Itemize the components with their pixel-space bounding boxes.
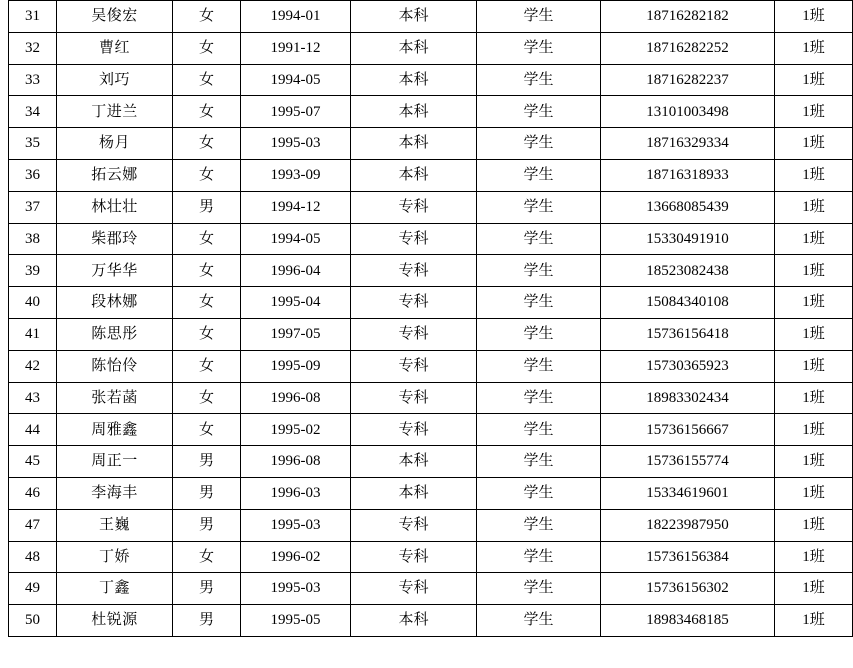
cell-birth: 1996-08 [241,446,351,478]
cell-class: 1班 [775,191,853,223]
cell-birth: 1994-12 [241,191,351,223]
cell-phone: 15084340108 [601,287,775,319]
cell-birth: 1994-05 [241,223,351,255]
cell-class: 1班 [775,318,853,350]
cell-class: 1班 [775,541,853,573]
cell-name: 陈怡伶 [57,350,173,382]
cell-gender: 男 [173,509,241,541]
cell-index: 41 [9,318,57,350]
cell-class: 1班 [775,509,853,541]
table-row [9,159,853,191]
cell-name: 丁鑫 [57,573,173,605]
cell-status: 学生 [477,128,601,160]
cell-phone: 18223987950 [601,509,775,541]
table-row [9,318,853,350]
cell-birth: 1995-04 [241,287,351,319]
cell-class: 1班 [775,64,853,96]
cell-class: 1班 [775,382,853,414]
table-row [9,96,853,128]
cell-name: 丁娇 [57,541,173,573]
cell-birth: 1995-03 [241,128,351,160]
cell-status: 学生 [477,287,601,319]
cell-gender: 女 [173,541,241,573]
cell-education: 本科 [351,1,477,33]
cell-index: 35 [9,128,57,160]
cell-birth: 1995-07 [241,96,351,128]
cell-education: 本科 [351,128,477,160]
cell-index: 36 [9,159,57,191]
cell-birth: 1995-02 [241,414,351,446]
cell-name: 丁进兰 [57,96,173,128]
cell-index: 39 [9,255,57,287]
cell-gender: 女 [173,1,241,33]
cell-gender: 女 [173,64,241,96]
table-row [9,446,853,478]
cell-index: 46 [9,477,57,509]
cell-gender: 男 [173,446,241,478]
cell-name: 万华华 [57,255,173,287]
cell-education: 本科 [351,446,477,478]
cell-status: 学生 [477,414,601,446]
cell-phone: 15736156384 [601,541,775,573]
cell-birth: 1996-04 [241,255,351,287]
cell-status: 学生 [477,32,601,64]
cell-name: 王巍 [57,509,173,541]
cell-index: 38 [9,223,57,255]
table-row [9,509,853,541]
cell-name: 陈思彤 [57,318,173,350]
cell-class: 1班 [775,159,853,191]
cell-status: 学生 [477,255,601,287]
table-row [9,350,853,382]
cell-education: 专科 [351,509,477,541]
cell-name: 拓云娜 [57,159,173,191]
cell-name: 吴俊宏 [57,1,173,33]
cell-name: 周正一 [57,446,173,478]
cell-phone: 18716282252 [601,32,775,64]
cell-class: 1班 [775,287,853,319]
cell-class: 1班 [775,446,853,478]
cell-birth: 1996-02 [241,541,351,573]
cell-birth: 1994-01 [241,1,351,33]
cell-status: 学生 [477,541,601,573]
cell-gender: 女 [173,414,241,446]
cell-status: 学生 [477,1,601,33]
cell-birth: 1995-03 [241,509,351,541]
cell-birth: 1991-12 [241,32,351,64]
cell-education: 专科 [351,223,477,255]
cell-education: 专科 [351,255,477,287]
table-row [9,32,853,64]
table-row [9,541,853,573]
cell-name: 曹红 [57,32,173,64]
cell-phone: 15736156302 [601,573,775,605]
cell-phone: 13668085439 [601,191,775,223]
cell-gender: 男 [173,573,241,605]
cell-status: 学生 [477,509,601,541]
cell-index: 42 [9,350,57,382]
cell-education: 专科 [351,573,477,605]
cell-index: 45 [9,446,57,478]
cell-education: 专科 [351,350,477,382]
table-row [9,1,853,33]
cell-phone: 13101003498 [601,96,775,128]
cell-status: 学生 [477,350,601,382]
cell-gender: 女 [173,350,241,382]
cell-phone: 15730365923 [601,350,775,382]
cell-gender: 女 [173,223,241,255]
cell-birth: 1993-09 [241,159,351,191]
cell-phone: 15736156667 [601,414,775,446]
cell-class: 1班 [775,605,853,637]
cell-gender: 女 [173,128,241,160]
cell-name: 杨月 [57,128,173,160]
cell-index: 32 [9,32,57,64]
cell-name: 周雅鑫 [57,414,173,446]
cell-name: 林壮壮 [57,191,173,223]
table-row [9,287,853,319]
cell-status: 学生 [477,573,601,605]
table-row [9,605,853,637]
cell-birth: 1996-03 [241,477,351,509]
cell-class: 1班 [775,573,853,605]
cell-phone: 15334619601 [601,477,775,509]
cell-phone: 18983468185 [601,605,775,637]
cell-birth: 1996-08 [241,382,351,414]
cell-education: 本科 [351,32,477,64]
cell-name: 柴郡玲 [57,223,173,255]
table-row [9,573,853,605]
cell-education: 本科 [351,159,477,191]
table-row [9,128,853,160]
cell-class: 1班 [775,255,853,287]
cell-phone: 18716318933 [601,159,775,191]
cell-phone: 18523082438 [601,255,775,287]
cell-phone: 18716282182 [601,1,775,33]
table-row [9,64,853,96]
cell-class: 1班 [775,350,853,382]
cell-index: 37 [9,191,57,223]
cell-index: 47 [9,509,57,541]
cell-status: 学生 [477,446,601,478]
cell-gender: 男 [173,605,241,637]
cell-phone: 18716329334 [601,128,775,160]
cell-gender: 女 [173,255,241,287]
cell-phone: 15736156418 [601,318,775,350]
cell-birth: 1997-05 [241,318,351,350]
cell-gender: 女 [173,318,241,350]
cell-index: 31 [9,1,57,33]
cell-class: 1班 [775,1,853,33]
cell-index: 50 [9,605,57,637]
cell-education: 专科 [351,191,477,223]
cell-name: 李海丰 [57,477,173,509]
cell-index: 33 [9,64,57,96]
roster-table-body [9,1,853,637]
table-row [9,382,853,414]
cell-education: 专科 [351,541,477,573]
cell-class: 1班 [775,96,853,128]
cell-status: 学生 [477,191,601,223]
cell-status: 学生 [477,223,601,255]
cell-index: 43 [9,382,57,414]
cell-gender: 男 [173,477,241,509]
cell-name: 杜锐源 [57,605,173,637]
cell-index: 34 [9,96,57,128]
cell-phone: 18716282237 [601,64,775,96]
cell-index: 40 [9,287,57,319]
cell-status: 学生 [477,318,601,350]
cell-status: 学生 [477,382,601,414]
cell-status: 学生 [477,159,601,191]
cell-birth: 1995-03 [241,573,351,605]
cell-index: 49 [9,573,57,605]
cell-gender: 男 [173,191,241,223]
cell-status: 学生 [477,64,601,96]
cell-index: 44 [9,414,57,446]
cell-education: 专科 [351,414,477,446]
cell-gender: 女 [173,96,241,128]
table-row [9,223,853,255]
cell-education: 本科 [351,96,477,128]
cell-education: 专科 [351,318,477,350]
cell-birth: 1994-05 [241,64,351,96]
cell-gender: 女 [173,287,241,319]
cell-name: 段林娜 [57,287,173,319]
cell-education: 本科 [351,477,477,509]
cell-index: 48 [9,541,57,573]
table-row [9,255,853,287]
cell-gender: 女 [173,32,241,64]
cell-gender: 女 [173,159,241,191]
cell-name: 张若菡 [57,382,173,414]
cell-education: 本科 [351,605,477,637]
cell-class: 1班 [775,32,853,64]
cell-phone: 15736155774 [601,446,775,478]
table-row [9,191,853,223]
cell-class: 1班 [775,223,853,255]
cell-birth: 1995-09 [241,350,351,382]
cell-education: 专科 [351,287,477,319]
cell-name: 刘巧 [57,64,173,96]
student-roster-table [8,0,853,637]
cell-birth: 1995-05 [241,605,351,637]
cell-class: 1班 [775,477,853,509]
cell-education: 本科 [351,64,477,96]
cell-phone: 15330491910 [601,223,775,255]
cell-class: 1班 [775,128,853,160]
cell-gender: 女 [173,382,241,414]
cell-phone: 18983302434 [601,382,775,414]
cell-class: 1班 [775,414,853,446]
cell-status: 学生 [477,96,601,128]
table-row [9,477,853,509]
cell-education: 专科 [351,382,477,414]
cell-status: 学生 [477,605,601,637]
table-row [9,414,853,446]
cell-status: 学生 [477,477,601,509]
